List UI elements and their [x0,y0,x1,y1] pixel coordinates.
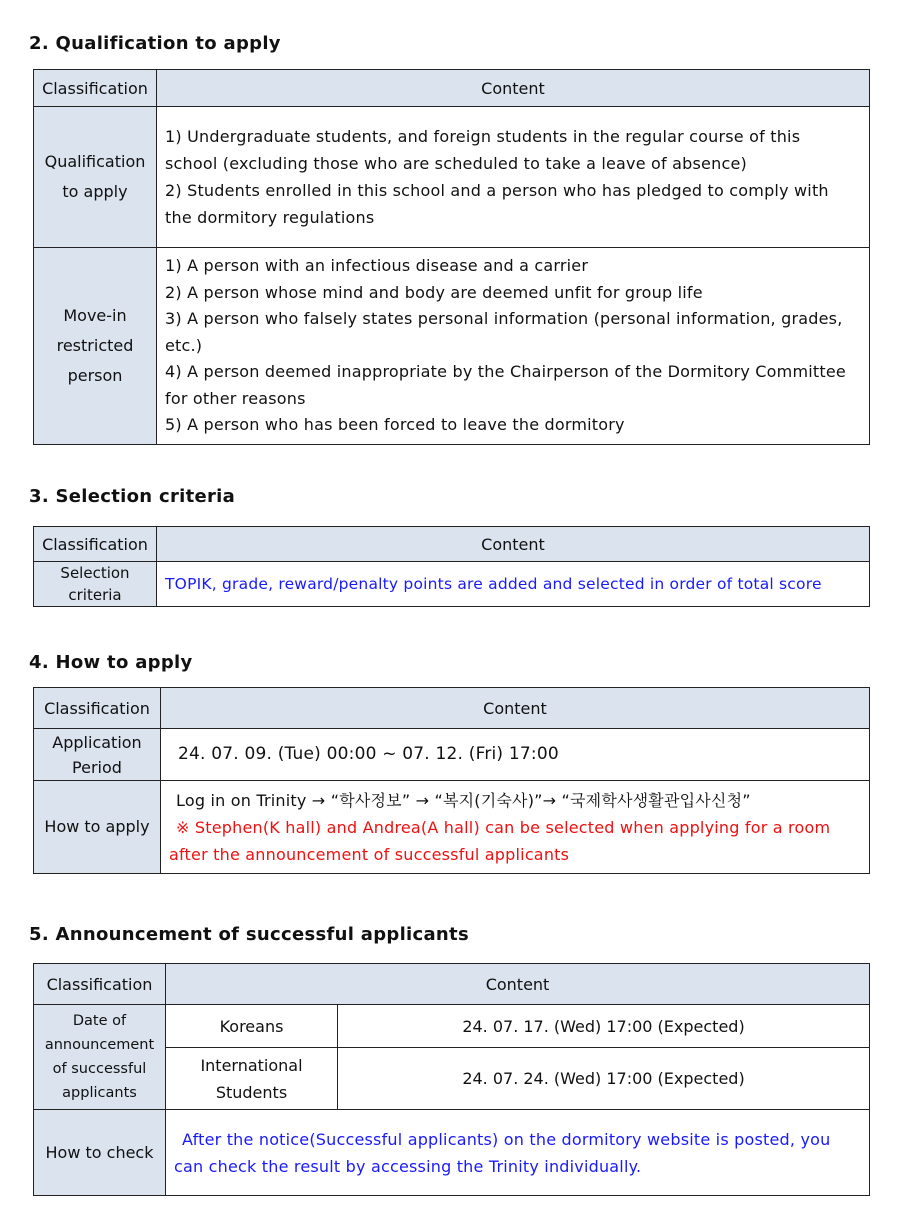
content-line: 3) A person who falsely states personal information (personal information, grades, [165,309,843,329]
label-line: Qualification [44,152,146,171]
content-line: 1) Undergraduate students, and foreign students in the regular course of this [165,127,801,146]
content-line: for other reasons [165,388,306,408]
section-title-how-to-apply: 4. How to apply [29,652,193,673]
column-header-classification: Classification [34,70,157,107]
column-header-content: Content [157,70,870,107]
content-line: 2) Students enrolled in this school and a person who has pledged to comply with [165,181,829,200]
row-label-how-to-apply: How to apply [34,781,161,874]
column-header-classification: Classification [34,964,166,1005]
label-line: person [67,366,123,385]
content-line: 5) A person who has been forced to leave the dormitory [165,415,625,435]
label-line: to apply [62,182,128,201]
label-line: announcement [44,1037,155,1053]
label-line: of successful [52,1061,147,1077]
qualification-content [157,107,870,248]
group-line: International [200,1055,303,1075]
announcement-table [33,963,870,1196]
row-label-date-of-announcement [34,1005,166,1110]
row-label-how-to-check: How to check [34,1110,166,1196]
apply-note-line: after the announcement of successful applicants [169,844,570,864]
application-period-content: 24. 07. 09. (Tue) 00:00 ~ 07. 12. (Fri) 17:00 [161,729,870,781]
row-label-qualification [34,107,157,248]
column-header-content: Content [166,964,870,1005]
column-header-content: Content [161,688,870,729]
column-header-content: Content [157,527,870,562]
column-header-classification: Classification [34,527,157,562]
content-line: 4) A person deemed inappropriate by the Chairperson of the Dormitory Committee [165,362,846,382]
group-international-students [166,1048,338,1110]
content-line: etc.) [165,335,203,355]
label-line: Application [52,732,142,752]
qualification-table [33,69,870,445]
label-line: criteria [68,586,122,604]
date-koreans: 24. 07. 17. (Wed) 17:00 (Expected) [338,1005,870,1048]
date-international-students: 24. 07. 24. (Wed) 17:00 (Expected) [338,1048,870,1110]
group-line: Students [215,1082,288,1102]
label-line: Move-in [63,306,127,325]
section-title-selection: 3. Selection criteria [29,486,236,507]
check-line: After the notice(Successful applicants) on the dormitory website is posted, you [182,1129,831,1149]
move-in-restricted-content [157,248,870,445]
selection-criteria-content: TOPIK, grade, reward/penalty points are added and selected in order of total score [157,562,870,607]
content-line: 1) A person with an infectious disease and a carrier [165,255,589,275]
section-title-announcement: 5. Announcement of successful applicants [29,924,469,945]
how-to-apply-table [33,687,870,874]
label-line: Selection [60,564,130,582]
check-line: can check the result by accessing the Trinity individually. [174,1156,642,1176]
how-to-apply-content [161,781,870,874]
label-line: Date of [72,1013,127,1029]
column-header-classification: Classification [34,688,161,729]
group-koreans: Koreans [166,1005,338,1048]
how-to-check-content [166,1110,870,1196]
selection-table [33,526,870,607]
row-label-move-in-restricted [34,248,157,445]
label-line: restricted [56,336,134,355]
content-line: 2) A person whose mind and body are deemed unfit for group life [165,282,703,302]
row-label-selection-criteria [34,562,157,607]
content-line: school (excluding those who are scheduled to take a leave of absence) [165,154,747,173]
apply-steps-line: Log in on Trinity → “학사정보” → “복지(기숙사)”→ “국제학사생활관입사신청” [176,790,751,810]
row-label-application-period [34,729,161,781]
apply-note-line: ※ Stephen(K hall) and Andrea(A hall) can be selected when applying for a room [176,817,831,837]
section-title-qualification: 2. Qualification to apply [29,33,281,54]
content-line: the dormitory regulations [165,208,375,227]
label-line: applicants [62,1085,137,1101]
label-line: Period [72,757,122,777]
